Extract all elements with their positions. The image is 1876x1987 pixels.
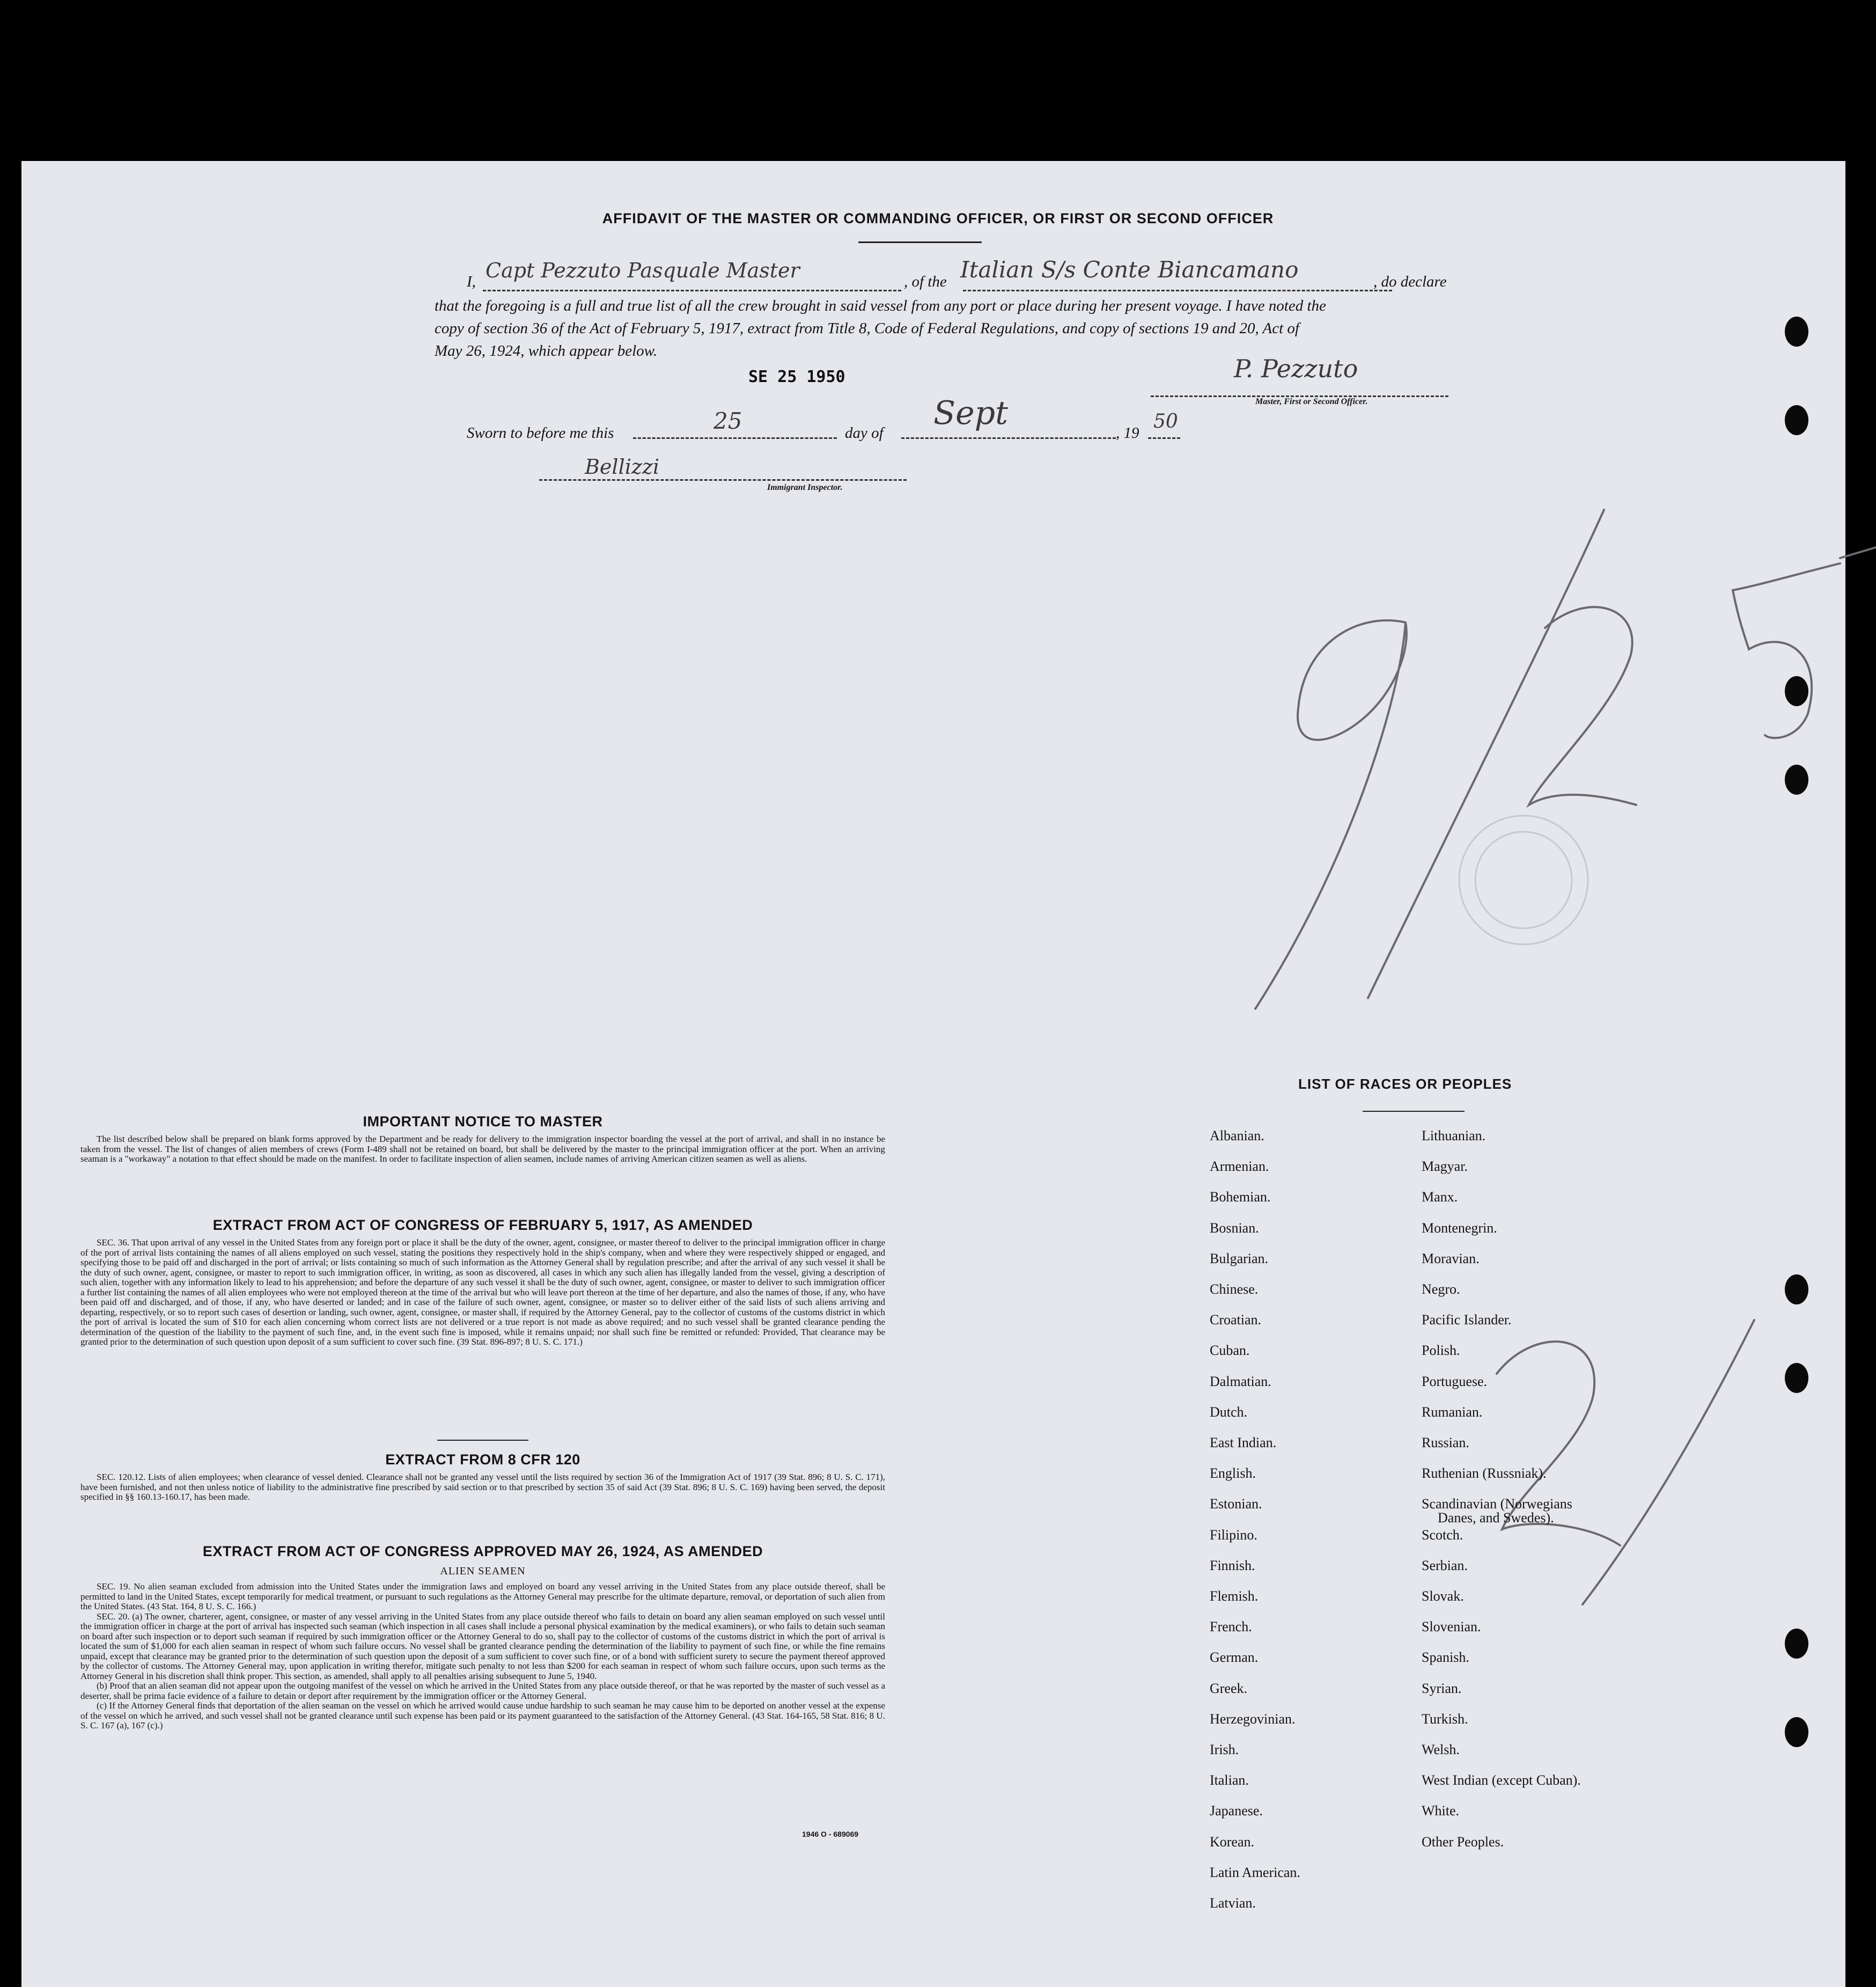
race-item: West Indian (except Cuban). — [1422, 1772, 1581, 1788]
faint-seal — [1459, 816, 1588, 944]
inspector-label: Immigrant Inspector. — [767, 483, 843, 492]
sec20a-body: SEC. 20. (a) The owner, charterer, agent, consignee, or master of any vessel arriving in the United States from any place outside thereof who fails to detain on board any alien seaman employed on such vessel until the immigration officer in charge at the port of arrival has inspected such seaman (which inspection in all cases shall include a personal physical examination by the medical examiners), or who fails to detain such seaman on board after such inspection or to deport such seaman if required by such immigration officer or the Attorney General to do so, shall pay to the collector of customs of the customs district in which the port of arrival is located the sum of $1,000 for each alien seaman in respect of whom such failure occurs. No vessel shall be granted clearance pending the determination of the liability to payment of such fine, or while the fine remains unpaid, except that clearance may be granted prior to the determination of such question upon the deposit of a sum sufficient to cover such fine, or of a bond with sufficient surety to secure the payment thereof approved by the collector of customs. The Attorney General may, upon application in writing therefor, mitigate such penalty to not less than $200 for each seaman in respect of whom such failure occurs, upon such terms as the Attorney General in his discretion shall think proper. This section, as amended, shall apply to all penalties arising subsequent to June 5, 1940. — [80, 1611, 885, 1681]
print-code: 1946 O - 689069 — [802, 1830, 859, 1838]
race-item: Serbian. — [1422, 1557, 1468, 1573]
race-item: Other Peoples. — [1422, 1834, 1504, 1850]
affidavit-line3: copy of section 36 of the Act of February 5, 1917, extract from Title 8, Code of Federal Regulations, and copy of sections 19 and 20, Act of — [435, 320, 1299, 337]
extract-cfr-section — [80, 1451, 885, 1502]
alien-seamen-subheading: ALIEN SEAMEN — [440, 1565, 526, 1577]
race-item: Chinese. — [1210, 1281, 1259, 1297]
sworn-month: Sept — [933, 394, 1009, 432]
notice-section — [80, 1113, 885, 1164]
race-item: Bohemian. — [1210, 1189, 1271, 1205]
race-item: Filipino. — [1210, 1527, 1257, 1543]
affidavit-title: AFFIDAVIT OF THE MASTER OR COMMANDING OFFICER, OR FIRST OR SECOND OFFICER — [602, 210, 1274, 226]
race-item: Bulgarian. — [1210, 1250, 1269, 1266]
race-item: Welsh. — [1422, 1742, 1460, 1757]
race-item: Portuguese. — [1422, 1373, 1488, 1389]
handwritten-5-stroke — [1733, 563, 1840, 738]
master-name: Capt Pezzuto Pasquale Master — [485, 259, 800, 282]
race-item: Syrian. — [1422, 1680, 1462, 1696]
extract-1917-heading: EXTRACT FROM ACT OF CONGRESS OF FEBRUARY 5, 1917, AS AMENDED — [212, 1217, 753, 1233]
extract-cfr-heading: EXTRACT FROM 8 CFR 120 — [385, 1451, 580, 1468]
affidavit-line4: May 26, 1924, which appear below. — [435, 342, 658, 360]
race-item: Slovak. — [1422, 1588, 1464, 1604]
race-item: Bosnian. — [1210, 1220, 1259, 1236]
race-item: Ruthenian (Russniak). — [1422, 1465, 1547, 1482]
extract-1917-section — [80, 1217, 885, 1347]
race-item: Spanish. — [1422, 1649, 1469, 1666]
sec20c-body: (c) If the Attorney General finds that deportation of the alien seaman on the vessel on which he arrived would cause undue hardship to such seaman he may cause him to be deported on another vessel at the expense of the vessel on which he arrived, and such vessel shall not be granted clearance until such expense has been paid or its payment guaranteed to the satisfaction of the Attorney General. (43 Stat. 164-165, 58 Stat. 816; 8 U. S. C. 167 (a), 167 (c).) — [80, 1700, 885, 1731]
notice-heading: IMPORTANT NOTICE TO MASTER — [363, 1113, 603, 1130]
sec20b-body: (b) Proof that an alien seaman did not appear upon the outgoing manifest of the vessel on which he arrived in the United States from any place outside thereof, or that he was reported by the master of such vessel as a deserter, shall be prima facie evidence of a failure to detain or deport after requirement by the immigration officer or the Attorney General. — [80, 1681, 885, 1701]
handwritten-9-stroke — [1255, 620, 1407, 1009]
race-item: Irish. — [1210, 1742, 1239, 1757]
races-title: LIST OF RACES OR PEOPLES — [1298, 1076, 1512, 1092]
race-item: German. — [1210, 1649, 1259, 1666]
sec19-body: SEC. 19. No alien seaman excluded from admission into the United States under the immigration laws and employed on board any vessel arriving in the United States from any place outside thereof, shall be permitted to land in the United States, except temporarily for medical treatment, or pursuant to such regulations as the Attorney General may prescribe for the ultimate departure, removal, or deportation of such alien from the United States. (43 Stat. 164, 8 U. S. C. 166.) — [80, 1581, 885, 1611]
race-item: Greek. — [1210, 1680, 1248, 1696]
day-of-text: day of — [845, 424, 884, 442]
race-item: Magyar. — [1422, 1159, 1468, 1175]
race-item: Herzegovinian. — [1210, 1711, 1296, 1727]
race-item: Finnish. — [1210, 1557, 1255, 1573]
extract-1924-heading: EXTRACT FROM ACT OF CONGRESS APPROVED MAY 26, 1924, AS AMENDED — [202, 1543, 763, 1559]
sworn-prefix: Sworn to before me this — [467, 424, 614, 442]
race-item: French. — [1210, 1619, 1252, 1635]
handwritten-slash-stroke — [1368, 510, 1604, 998]
race-item: Croatian. — [1210, 1312, 1262, 1328]
race-item: Korean. — [1210, 1834, 1255, 1850]
race-item: Albanian. — [1210, 1128, 1264, 1143]
extract-1924-section — [80, 1543, 885, 1731]
race-item: Russian. — [1422, 1435, 1469, 1450]
race-item: Polish. — [1422, 1343, 1460, 1359]
race-item: Manx. — [1422, 1189, 1458, 1205]
race-item: Latin American. — [1210, 1864, 1300, 1880]
signature-label: Master, First or Second Officer. — [1255, 397, 1368, 406]
affidavit-line2: that the foregoing is a full and true list of all the crew brought in said vessel from any port or place during her present voyage. I have noted the — [435, 297, 1326, 314]
race-item: Scotch. — [1422, 1527, 1463, 1543]
vessel-name: Italian S/s Conte Biancamano — [960, 256, 1299, 283]
race-item: Scandinavian (Norwegians — [1422, 1496, 1572, 1512]
race-item: Armenian. — [1210, 1159, 1269, 1175]
i-prefix: I, — [467, 273, 476, 290]
race-item: East Indian. — [1210, 1435, 1277, 1450]
race-item: Cuban. — [1210, 1343, 1250, 1359]
race-item: Danes, and Swedes). — [1438, 1510, 1554, 1526]
race-item: White. — [1422, 1803, 1460, 1819]
race-item: Flemish. — [1210, 1588, 1259, 1604]
race-item: Lithuanian. — [1422, 1128, 1486, 1143]
race-item: Estonian. — [1210, 1496, 1262, 1512]
master-signature: P. Pezzuto — [1234, 354, 1358, 383]
race-item: Dutch. — [1210, 1404, 1248, 1420]
race-item: Moravian. — [1422, 1250, 1480, 1266]
do-declare-text: , do declare — [1373, 273, 1447, 290]
race-item: Negro. — [1422, 1281, 1460, 1297]
sworn-year: 50 — [1153, 410, 1178, 432]
race-item: Rumanian. — [1422, 1404, 1483, 1420]
races-title-rule — [1363, 1111, 1465, 1112]
year-prefix: , 19 — [1116, 424, 1139, 442]
race-item: Montenegrin. — [1422, 1220, 1497, 1236]
race-item: Turkish. — [1422, 1711, 1468, 1727]
notice-body: The list described below shall be prepared on blank forms approved by the Department and be ready for delivery to the immigration inspector boarding the vessel at the port of arrival, and shall in no instance be taken from the vessel. The list of changes of alien members of crews (Form I-489 shall not be retained on board, but shall be delivered by the master to the principal immigration officer at the port. When an arriving seaman is a "workaway" a notation to that effect should be made on the manifest. In order to facilitate inspection of alien seamen, include names of arriving American citizen seamen as well as aliens. — [80, 1134, 885, 1164]
race-item: Pacific Islander. — [1422, 1312, 1512, 1328]
handwritten-21-one-stroke — [1583, 1320, 1754, 1604]
race-item: Dalmatian. — [1210, 1373, 1271, 1389]
date-stamp: SE 25 1950 — [748, 368, 845, 386]
extract-cfr-body: SEC. 120.12. Lists of alien employees; when clearance of vessel denied. Clearance shall not be granted any vessel until the lists required by section 36 of the Immigration Act of 1917 (39 Stat. 896; 8 U. S. C. 171), have been furnished, and not then unless notice of liability to the administrative fine prescribed by said section or to that prescribed by section 35 of said Act (39 Stat. 896; 8 U. S. C. 169) having been served, the deposit specified in §§ 160.13-160.17, has been made. — [80, 1472, 885, 1502]
race-item: Japanese. — [1210, 1803, 1263, 1819]
inspector-signature: Bellizzi — [585, 455, 660, 479]
race-item: Latvian. — [1210, 1895, 1256, 1911]
sworn-day: 25 — [713, 408, 742, 434]
race-item: English. — [1210, 1465, 1256, 1482]
race-item: Slovenian. — [1422, 1619, 1481, 1635]
of-the-text: , of the — [904, 273, 947, 290]
extract-1917-body: SEC. 36. That upon arrival of any vessel in the United States from any foreign port or place it shall be the duty of the owner, agent, consignee, or master thereof to deliver to the principal immigration officer in charge of the port of arrival lists containing the names of all aliens employed on such vessel, stating the positions they respectively hold in the ship's company, when and where they were respectively shipped or engaged, and specifying those to be paid off and discharged in the port of arrival; or lists containing so much of such information as the Attorney General shall by regulation prescribe; and after the arrival of any such vessel it shall be the duty of such owner, agent, consignee, or master to report to such immigration officer, in writing, as soon as discovered, all cases in which any such alien has illegally landed from the vessel, giving a description of such alien, together with any information likely to lead to his apprehension; and before the departure of any such vessel it shall be the duty of such owner, agent, consignee, or master to deliver to such immigration officer a further list containing the names of all alien employees who were not employed thereon at the time of the arrival but who will leave port thereon at the time of her departure, and also the names of those, if any, who have been paid off and discharged, and of those, if any, who have deserted or landed; and in case of the failure of such owner, agent, consignee, or master so to deliver either of the said lists of such aliens arriving and departing, respectively, or so to report such cases of desertion or landing, such owner, agent, consignee, or master shall, if required by the Attorney General, pay to the collector of customs of the customs district in which the port of arrival is located the sum of $10 for each alien concerning whom correct lists are not delivered or a true report is not made as above required; and no such vessel shall be granted clearance pending the determination of the question of the liability to the payment of such fine, and, in the event such fine is imposed, while it remains unpaid; nor shall such fine be remitted or refunded: Provided, That clearance may be granted prior to the determination of such question upon deposit of a sum sufficient to cover such fine. (39 Stat. 896-897; 8 U. S. C. 171.) — [80, 1237, 885, 1347]
section-rule — [437, 1440, 528, 1441]
race-item: Italian. — [1210, 1772, 1249, 1788]
